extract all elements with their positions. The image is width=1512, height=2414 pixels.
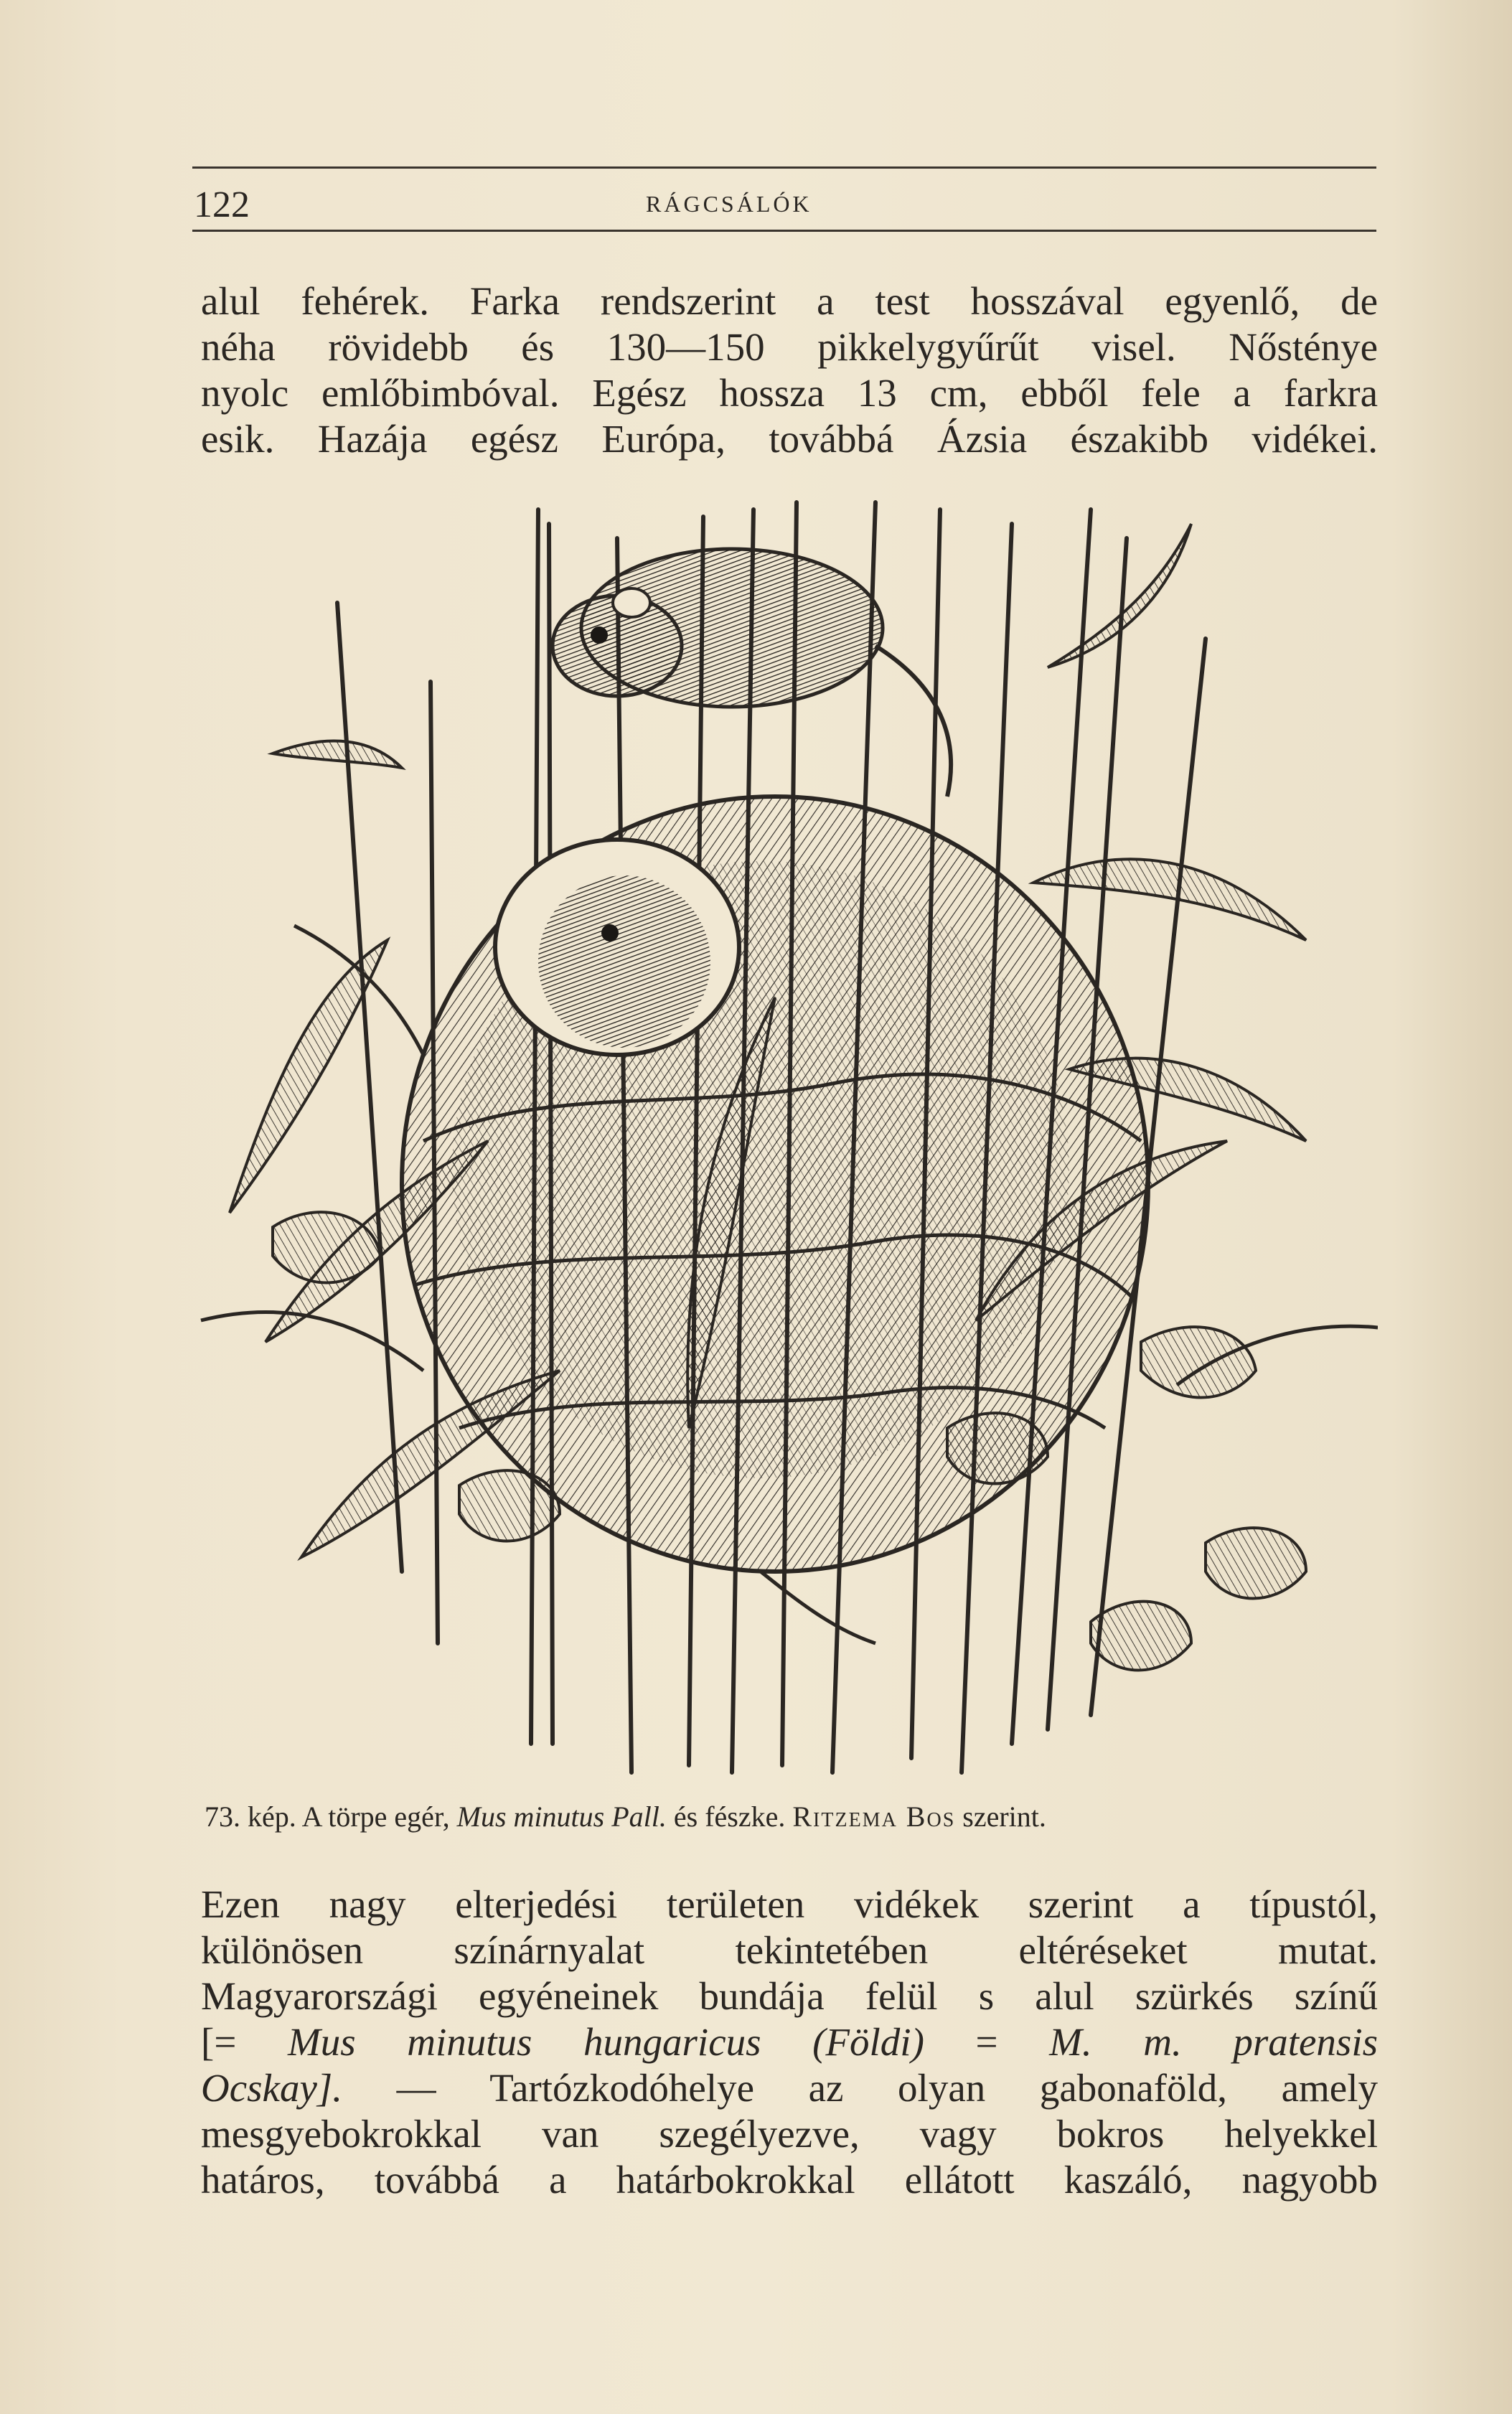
author-name: Ocskay]. — [201, 2066, 343, 2110]
caption-species: Mus minutus Pall. — [456, 1800, 667, 1833]
text-line: esik. Hazája egész Európa, továbbá Ázsia északibb vidékei. — [201, 417, 1378, 461]
page-number: 122 — [194, 184, 250, 225]
mouse-in-nest-opening — [495, 840, 739, 1055]
running-title: RÁGCSÁLÓK — [646, 191, 812, 217]
header-rule-top — [192, 166, 1376, 169]
text-line-mixed — [201, 2065, 1378, 2111]
caption-text: A törpe egér, — [301, 1800, 450, 1833]
text-line: Magyarországi egyéneinek bundája felül s alul szürkés színű — [201, 1974, 1378, 2018]
text-line: mesgyebokrokkal van szegélyezve, vagy bokros helyekkel — [201, 2112, 1378, 2156]
text-line: különösen színárnyalat tekintetében eltéréseket mutat. — [201, 1928, 1378, 1972]
text-line: Ezen nagy elterjedési területen vidékek szerint a típustól, — [201, 1882, 1378, 1926]
text-line: alul fehérek. Farka rendszerint a test hosszával egyenlő, de — [201, 279, 1378, 323]
text-line: határos, továbbá a határbokrokkal ellátott kaszáló, nagyobb — [201, 2158, 1378, 2202]
caption-rest: és fészke. — [673, 1800, 786, 1833]
equals-sign: = — [975, 2020, 998, 2064]
text-line: néha rövidebb és 130—150 pikkelygyűrűt visel. Nősténye — [201, 325, 1378, 369]
figure-caption — [205, 1800, 1367, 1833]
caption-author: Ritzema Bos — [792, 1800, 956, 1833]
text-line: nyolc emlőbimbóval. Egész hossza 13 cm, ebből fele a farkra — [201, 371, 1378, 415]
bottom-paragraph — [201, 1882, 1378, 2203]
caption-end: szerint. — [962, 1800, 1046, 1833]
text-line-mixed — [201, 2019, 1378, 2065]
bracket-equals: [= — [201, 2020, 237, 2064]
caption-number: 73. kép. — [205, 1800, 296, 1833]
text-fragment: — Tartózkodóhelye az olyan gabonaföld, amely — [396, 2066, 1379, 2110]
header-rule-bottom — [192, 230, 1376, 232]
synonym-name-2: M. m. pratensis — [1049, 2020, 1379, 2064]
mouse-on-top-of-nest — [553, 549, 951, 797]
synonym-name: Mus minutus hungaricus (Földi) — [287, 2020, 924, 2064]
harvest-mouse-nest-illustration — [187, 495, 1378, 1780]
top-paragraph — [201, 278, 1378, 462]
